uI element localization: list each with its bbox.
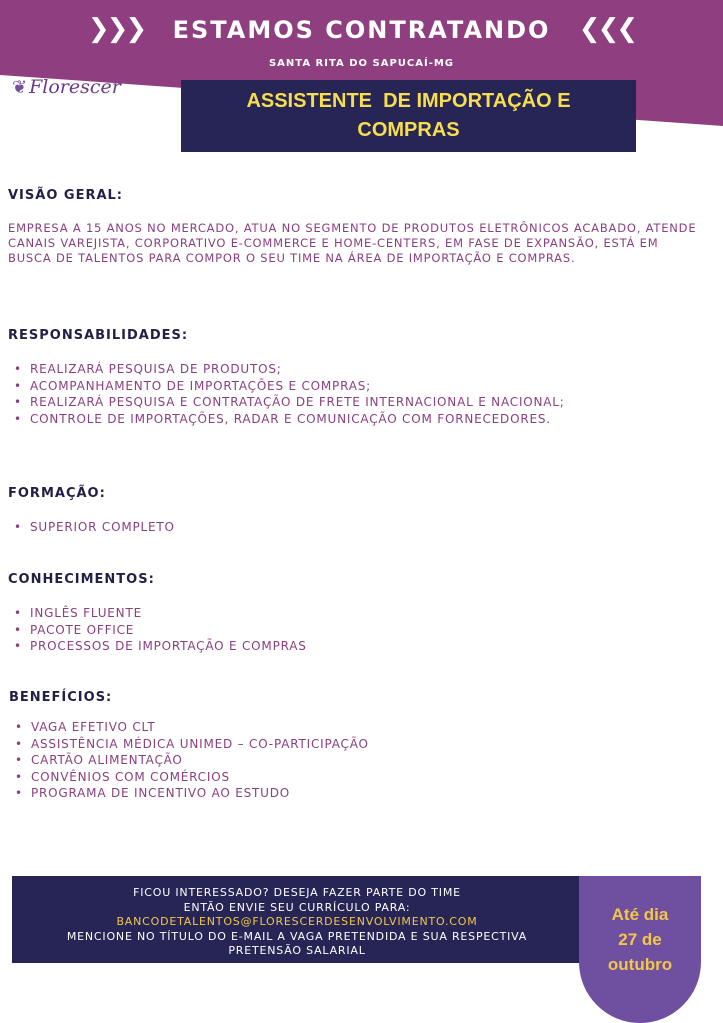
cta-line4: MENCIONE NO TÍTULO DO E-MAIL A VAGA PRETENDIDA E SUA RESPECTIVA	[66, 929, 528, 943]
benefits-section	[9, 690, 699, 802]
list-item: • PACOTE OFFICE	[8, 622, 698, 639]
job-location: SANTA RITA DO SAPUCAÍ-MG	[268, 58, 455, 69]
job-title-box	[181, 80, 636, 152]
logo-text: Florescer	[29, 76, 121, 98]
benefits-heading: BENEFÍCIOS:	[9, 690, 113, 705]
deadline-line3: outubro	[607, 955, 673, 974]
benefits-list	[9, 719, 699, 802]
list-item: • ASSISTÊNCIA MÉDICA UNIMED – CO-PARTICIPAÇÃO	[9, 736, 699, 753]
job-title-line1: ASSISTENTE DE IMPORTAÇÃO E	[246, 90, 571, 112]
list-item: • INGLÊS FLUENTE	[8, 605, 698, 622]
knowledge-list	[8, 605, 698, 655]
cta-email: BANCODETALENTOS@FLORESCERDESENVOLVIMENTO.COM	[116, 915, 478, 928]
list-item: • VAGA EFETIVO CLT	[9, 719, 699, 736]
company-logo	[12, 76, 121, 98]
cta-line5: PRETENSÃO SALARIAL	[228, 944, 366, 957]
cta-text	[12, 886, 582, 959]
education-heading: FORMAÇÃO:	[8, 486, 106, 501]
deadline-text	[608, 902, 672, 977]
knowledge-section	[8, 572, 698, 655]
responsibilities-heading: RESPONSABILIDADES:	[8, 328, 189, 343]
list-item: • CONVÊNIOS COM COMÉRCIOS	[9, 769, 699, 786]
deadline-line1: Até dia	[611, 905, 669, 924]
chevrons-left-icon: ❮❮❮	[578, 14, 636, 44]
overview-section	[8, 188, 698, 266]
job-title-line2: COMPRAS	[357, 119, 460, 141]
flower-logo-icon: ❦	[12, 77, 28, 98]
education-section	[8, 486, 698, 536]
overview-text: EMPRESA A 15 ANOS NO MERCADO, ATUA NO SEGMENTO DE PRODUTOS ELETRÔNICOS ACABADO, ATENDE CANAIS VAREJISTA, CORPORATIVO E-COMMERCE E HOME-CENTERS, EM FASE DE EXPANSÃO, ESTÁ EM BUSCA DE TALENTOS PARA COMPOR O SEU TIME NA ÁREA DE IMPORTAÇÃO E COMPRAS.	[8, 221, 697, 265]
cta-line1: FICOU INTERESSADO? DESEJA FAZER PARTE DO TIME	[133, 886, 461, 899]
education-list	[8, 519, 698, 536]
overview-heading: VISÃO GERAL:	[8, 188, 124, 203]
list-item: • CONTROLE DE IMPORTAÇÕES, RADAR E COMUNICAÇÃO COM FORNECEDORES.	[8, 411, 698, 428]
list-item: • REALIZARÁ PESQUISA DE PRODUTOS;	[8, 361, 698, 378]
list-item: • CARTÃO ALIMENTAÇÃO	[9, 752, 699, 769]
responsibilities-section	[8, 328, 698, 427]
hiring-title	[0, 14, 723, 44]
deadline-badge	[579, 876, 701, 1023]
list-item: • REALIZARÁ PESQUISA E CONTRATAÇÃO DE FRETE INTERNACIONAL E NACIONAL;	[8, 394, 698, 411]
chevrons-right-icon: ❯❯❯	[87, 14, 145, 44]
knowledge-heading: CONHECIMENTOS:	[8, 572, 155, 587]
list-item: • ACOMPANHAMENTO DE IMPORTAÇÕES E COMPRAS;	[8, 378, 698, 395]
list-item: • PROCESSOS DE IMPORTAÇÃO E COMPRAS	[8, 638, 698, 655]
responsibilities-list	[8, 361, 698, 427]
job-title	[246, 87, 570, 145]
deadline-line2: 27 de	[618, 930, 662, 949]
list-item: • SUPERIOR COMPLETO	[8, 519, 698, 536]
hiring-title-text: ESTAMOS CONTRATANDO	[172, 16, 551, 44]
list-item: • PROGRAMA DE INCENTIVO AO ESTUDO	[9, 785, 699, 802]
cta-line2: ENTÃO ENVIE SEU CURRÍCULO PARA:	[183, 900, 411, 914]
